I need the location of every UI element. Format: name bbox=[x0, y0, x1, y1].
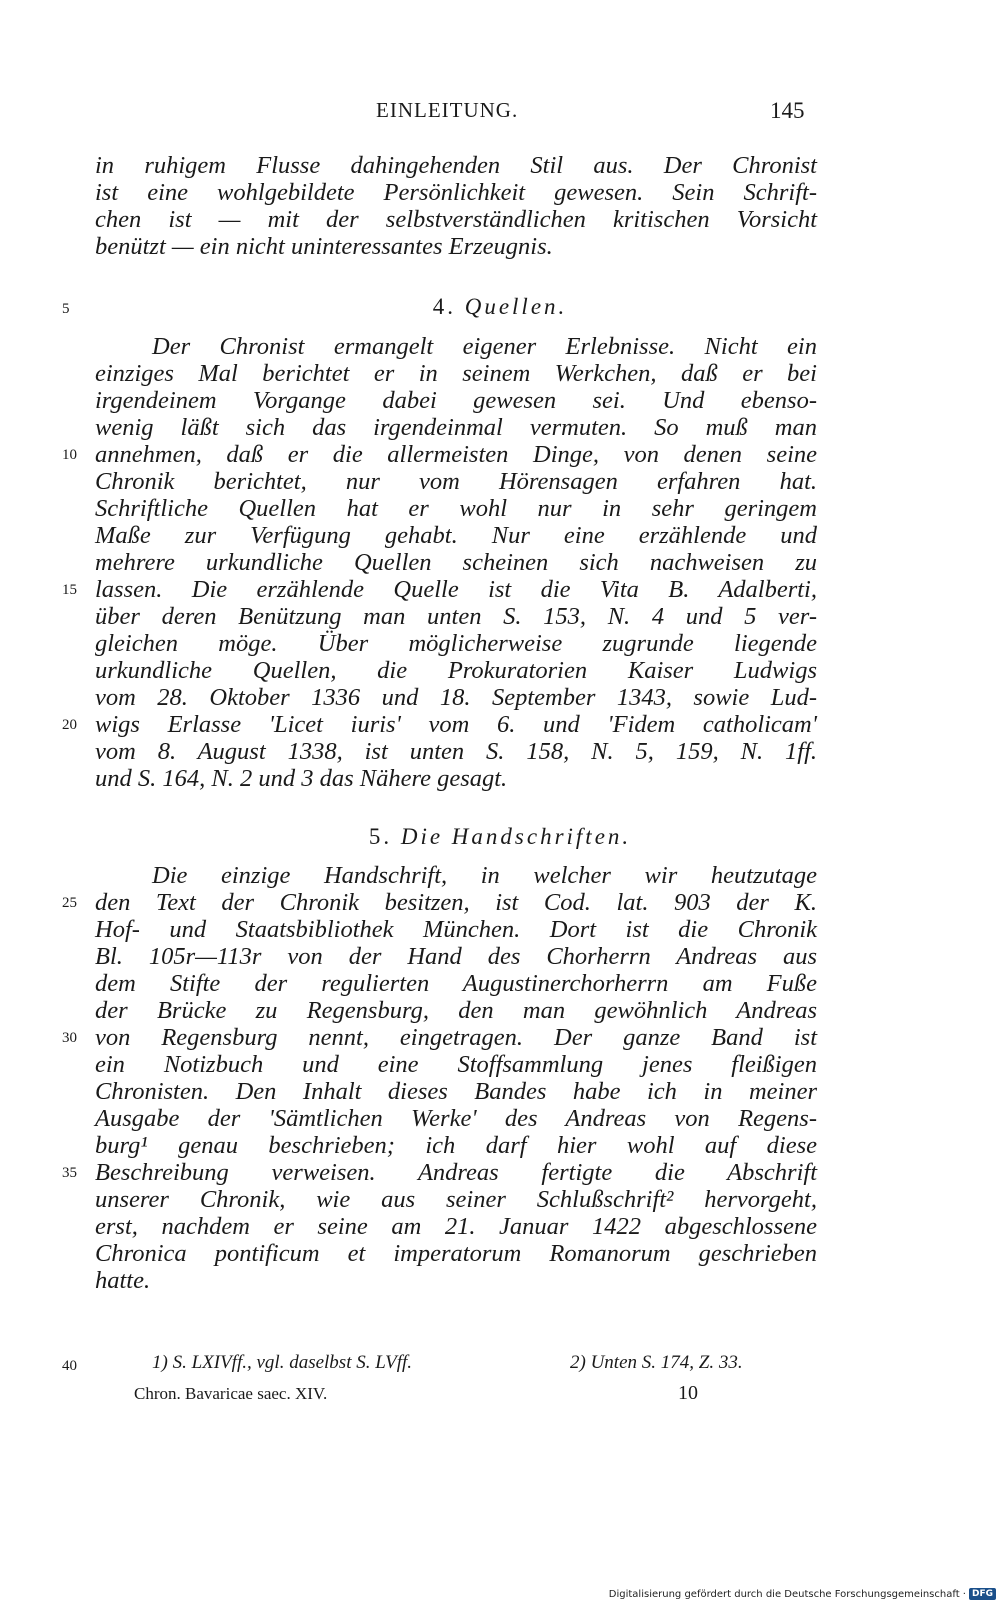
text-line: wigs Erlasse 'Licet iuris' vom 6. und 'Fidem catholicam' bbox=[95, 711, 817, 738]
text-line: vom 8. August 1338, ist unten S. 158, N. 5, 159, N. 1ff. bbox=[95, 738, 817, 765]
text-line: Chronica pontificum et imperatorum Romanorum geschrieben bbox=[95, 1240, 817, 1267]
text-line: Chronik berichtet, nur vom Hörensagen erfahren hat. bbox=[95, 468, 817, 495]
section-title: Quellen. bbox=[464, 294, 568, 319]
signature-number: 10 bbox=[678, 1382, 698, 1404]
section-heading-handschriften bbox=[0, 824, 1000, 850]
line-number: 20 bbox=[62, 717, 77, 733]
credit-text: Digitalisierung gefördert durch die Deutsche Forschungsgemeinschaft · bbox=[608, 1588, 966, 1600]
line-number: 15 bbox=[62, 582, 77, 598]
text-line: urkundliche Quellen, die Prokuratorien Kaiser Ludwigs bbox=[95, 657, 817, 684]
signature-text: Chron. Bavaricae saec. XIV. bbox=[134, 1384, 328, 1403]
text-line: vom 28. Oktober 1336 und 18. September 1343, sowie Lud- bbox=[95, 684, 817, 711]
text-line: einziges Mal berichtet er in seinem Werkchen, daß er bei bbox=[95, 360, 817, 387]
running-title: EINLEITUNG. bbox=[376, 98, 519, 122]
section-number: 5. bbox=[368, 824, 393, 849]
page-number: 145 bbox=[770, 98, 805, 123]
text-line: in ruhigem Flusse dahingehenden Stil aus. Der Chronist bbox=[95, 152, 817, 179]
text-line: Hof- und Staatsbibliothek München. Dort ist die Chronik bbox=[95, 916, 817, 943]
footnotes bbox=[0, 1352, 1000, 1380]
text-line: hatte. bbox=[95, 1267, 151, 1294]
footnote-1: 1) S. LXIVff., vgl. daselbst S. LVff. bbox=[152, 1352, 413, 1373]
text-line: Chronisten. Den Inhalt dieses Bandes habe ich in meiner bbox=[95, 1078, 817, 1105]
text-line: burg¹ genau beschrieben; ich darf hier wohl auf diese bbox=[95, 1132, 817, 1159]
text-line: mehrere urkundliche Quellen scheinen sich nachweisen zu bbox=[95, 549, 817, 576]
text-line: über deren Benützung man unten S. 153, N. 4 und 5 ver- bbox=[95, 603, 817, 630]
text-line: annehmen, daß er die allermeisten Dinge, von denen seine bbox=[95, 441, 817, 468]
text-line: und S. 164, N. 2 und 3 das Nähere gesagt. bbox=[95, 765, 508, 792]
text-line: den Text der Chronik besitzen, ist Cod. lat. 903 der K. bbox=[95, 889, 817, 916]
section-title: Die Handschriften. bbox=[400, 824, 632, 849]
footnote-2: 2) Unten S. 174, Z. 33. bbox=[570, 1352, 743, 1373]
text-line: gleichen möge. Über möglicherweise zugrunde liegende bbox=[95, 630, 817, 657]
section-heading-quellen bbox=[0, 294, 1000, 320]
dfg-logo-icon: DFG bbox=[969, 1588, 996, 1600]
text-line: von Regensburg nennt, eingetragen. Der ganze Band ist bbox=[95, 1024, 817, 1051]
section-number: 4. bbox=[432, 294, 456, 319]
line-number: 35 bbox=[62, 1165, 77, 1181]
text-line: dem Stifte der regulierten Augustinerchorherrn am Fuße bbox=[95, 970, 817, 997]
line-number: 40 bbox=[62, 1358, 77, 1374]
text-line: Ausgabe der 'Sämtlichen Werke' des Andreas von Regens- bbox=[95, 1105, 817, 1132]
text-line: irgendeinem Vorgange dabei gewesen sei. Und ebenso- bbox=[95, 387, 817, 414]
text-line: erst, nachdem er seine am 21. Januar 1422 abgeschlossene bbox=[95, 1213, 817, 1240]
text-line: unserer Chronik, wie aus seiner Schlußschrift² hervorgeht, bbox=[95, 1186, 817, 1213]
text-line: Der Chronist ermangelt eigener Erlebnisse. Nicht ein bbox=[152, 333, 817, 360]
text-line: der Brücke zu Regensburg, den man gewöhnlich Andreas bbox=[95, 997, 817, 1024]
line-number: 5 bbox=[62, 301, 70, 317]
text-line: Schriftliche Quellen hat er wohl nur in sehr geringem bbox=[95, 495, 817, 522]
line-number: 30 bbox=[62, 1030, 77, 1046]
text-line: Maße zur Verfügung gehabt. Nur eine erzählende und bbox=[95, 522, 817, 549]
page-header bbox=[0, 98, 1000, 128]
text-line: Die einzige Handschrift, in welcher wir heutzutage bbox=[152, 862, 817, 889]
signature-row bbox=[0, 1384, 1000, 1410]
line-number: 25 bbox=[62, 895, 77, 911]
text-line: Beschreibung verweisen. Andreas fertigte die Abschrift bbox=[95, 1159, 817, 1186]
text-line: ist eine wohlgebildete Persönlichkeit gewesen. Sein Schrift- bbox=[95, 179, 817, 206]
text-line: lassen. Die erzählende Quelle ist die Vita B. Adalberti, bbox=[95, 576, 817, 603]
text-line: ein Notizbuch und eine Stoffsammlung jenes fleißigen bbox=[95, 1051, 817, 1078]
line-number: 10 bbox=[62, 447, 77, 463]
text-line: chen ist — mit der selbstverständlichen kritischen Vorsicht bbox=[95, 206, 817, 233]
text-line: benützt — ein nicht uninteressantes Erzeugnis. bbox=[95, 233, 553, 260]
text-line: Bl. 105r—113r von der Hand des Chorherrn Andreas aus bbox=[95, 943, 817, 970]
text-line: wenig läßt sich das irgendeinmal vermuten. So muß man bbox=[95, 414, 817, 441]
digitization-credit bbox=[609, 1588, 996, 1600]
